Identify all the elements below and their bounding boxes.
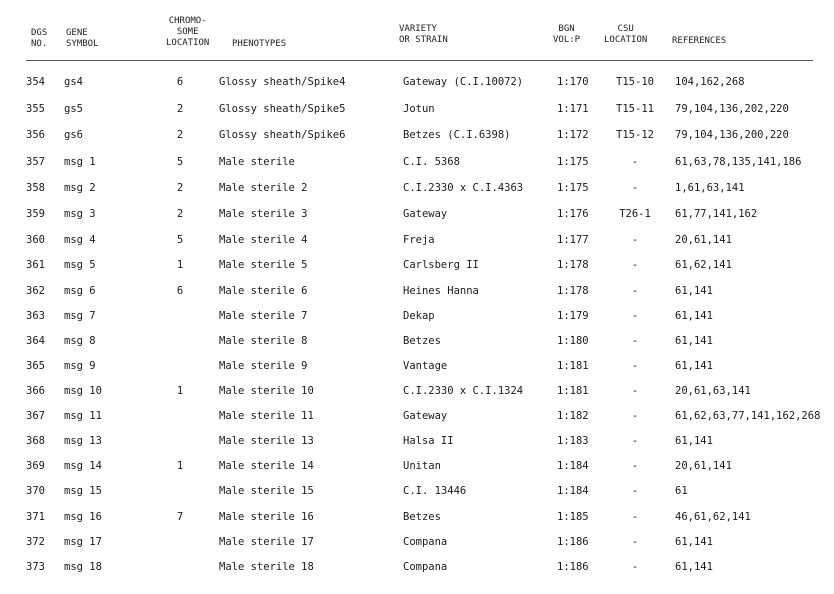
bgn-vol-page-cell: 1:183	[557, 435, 589, 447]
gene-number-cell: 360	[26, 234, 45, 246]
csu-location-cell: -	[631, 460, 639, 472]
references-cell: 79,104,136,200,220	[675, 129, 789, 141]
csu-location-cell: -	[631, 259, 639, 271]
bgn-vol-page-cell: 1:185	[557, 511, 589, 523]
table-row	[0, 284, 834, 298]
references-cell: 61,141	[675, 310, 713, 322]
gene-number-cell: 369	[26, 460, 45, 472]
variety-or-strain-cell: Heines Hanna	[403, 285, 479, 297]
table-row	[0, 128, 834, 142]
bgn-vol-page-cell: 1:186	[557, 536, 589, 548]
variety-or-strain-cell: Compana	[403, 561, 448, 573]
gene-symbol-cell: msg 8	[64, 335, 96, 347]
phenotype-cell: Glossy sheath/Spike5	[219, 103, 346, 115]
variety-or-strain-cell: Carlsberg II	[403, 259, 479, 271]
csu-location-cell: T15-11	[616, 103, 654, 115]
references-cell: 61,63,78,135,141,186	[675, 156, 802, 168]
gene-number-cell: 367	[26, 410, 45, 422]
phenotype-cell: Glossy sheath/Spike6	[219, 129, 346, 141]
references-cell: 61,141	[675, 335, 713, 347]
gene-symbol-cell: msg 6	[64, 285, 96, 297]
bgn-vol-page-cell: 1:175	[557, 182, 589, 194]
gene-number-cell: 358	[26, 182, 45, 194]
table-row	[0, 309, 834, 323]
gene-number-cell: 361	[26, 259, 45, 271]
gene-number-cell: 368	[26, 435, 45, 447]
gene-symbol-cell: msg 7	[64, 310, 96, 322]
gene-symbol-cell: gs6	[64, 129, 83, 141]
references-cell: 1,61,63,141	[675, 182, 745, 194]
references-cell: 61,62,141	[675, 259, 732, 271]
table-row	[0, 535, 834, 549]
references-cell: 104,162,268	[675, 76, 745, 88]
references-cell: 20,61,141	[675, 460, 732, 472]
csu-location-cell: T15-12	[616, 129, 654, 141]
table-header	[0, 0, 834, 60]
gene-number-cell: 359	[26, 208, 45, 220]
phenotype-cell: Male sterile 13	[219, 435, 314, 447]
table-row	[0, 233, 834, 247]
gene-number-cell: 370	[26, 485, 45, 497]
gene-symbol-cell: msg 10	[64, 385, 102, 397]
bgn-vol-page-cell: 1:186	[557, 561, 589, 573]
references-cell: 61,141	[675, 536, 713, 548]
references-cell: 61,141	[675, 435, 713, 447]
phenotype-cell: Male sterile 4	[219, 234, 308, 246]
gene-number-cell: 366	[26, 385, 45, 397]
references-cell: 61,141	[675, 561, 713, 573]
gene-number-cell: 354	[26, 76, 45, 88]
phenotype-cell: Male sterile 9	[219, 360, 308, 372]
phenotype-cell: Male sterile 15	[219, 485, 314, 497]
bgn-vol-page-cell: 1:178	[557, 285, 589, 297]
gene-number-cell: 365	[26, 360, 45, 372]
references-cell: 61,141	[675, 285, 713, 297]
header-bgn-vol-p: BGN VOL:P	[553, 24, 581, 45]
table-row	[0, 409, 834, 423]
gene-symbol-cell: msg 14	[64, 460, 102, 472]
variety-or-strain-cell: C.I.2330 x C.I.1324	[403, 385, 524, 397]
table-row	[0, 102, 834, 116]
variety-or-strain-cell: Gateway (C.I.10072)	[403, 76, 524, 88]
table-row	[0, 510, 834, 524]
chromosome-location-cell: 1	[176, 460, 184, 472]
gene-number-cell: 356	[26, 129, 45, 141]
references-cell: 46,61,62,141	[675, 511, 751, 523]
csu-location-cell: -	[631, 182, 639, 194]
table-row	[0, 334, 834, 348]
variety-or-strain-cell: Jotun	[403, 103, 435, 115]
table-row	[0, 75, 834, 89]
phenotype-cell: Male sterile 3	[219, 208, 308, 220]
csu-location-cell: -	[631, 485, 639, 497]
csu-location-cell: -	[631, 234, 639, 246]
csu-location-cell: -	[631, 561, 639, 573]
header-gene-symbol: GENE SYMBOL	[66, 28, 99, 49]
header-variety-or-strain: VARIETY OR STRAIN	[399, 24, 448, 45]
gene-symbol-cell: msg 5	[64, 259, 96, 271]
gene-symbol-cell: msg 13	[64, 435, 102, 447]
phenotype-cell: Male sterile 18	[219, 561, 314, 573]
phenotype-cell: Male sterile 10	[219, 385, 314, 397]
table-row	[0, 258, 834, 272]
chromosome-location-cell: 7	[176, 511, 184, 523]
variety-or-strain-cell: C.I. 5368	[403, 156, 460, 168]
header-divider	[26, 60, 813, 61]
variety-or-strain-cell: Betzes	[403, 511, 441, 523]
variety-or-strain-cell: Unitan	[403, 460, 441, 472]
chromosome-location-cell: 2	[176, 182, 184, 194]
table-row	[0, 155, 834, 169]
table-row	[0, 484, 834, 498]
variety-or-strain-cell: Betzes	[403, 335, 441, 347]
chromosome-location-cell: 1	[176, 385, 184, 397]
chromosome-location-cell: 2	[176, 103, 184, 115]
gene-symbol-cell: gs4	[64, 76, 83, 88]
references-cell: 61,62,63,77,141,162,268	[675, 410, 821, 422]
header-chromosome-location: CHROMO- SOME LOCATION	[166, 16, 210, 48]
phenotype-cell: Male sterile 5	[219, 259, 308, 271]
chromosome-location-cell: 6	[176, 285, 184, 297]
csu-location-cell: -	[631, 435, 639, 447]
header-references: REFERENCES	[672, 36, 727, 46]
variety-or-strain-cell: Dekap	[403, 310, 435, 322]
gene-number-cell: 363	[26, 310, 45, 322]
table-row	[0, 560, 834, 574]
gene-number-cell: 372	[26, 536, 45, 548]
bgn-vol-page-cell: 1:170	[557, 76, 589, 88]
gene-number-cell: 364	[26, 335, 45, 347]
references-cell: 79,104,136,202,220	[675, 103, 789, 115]
chromosome-location-cell: 2	[176, 129, 184, 141]
gene-symbol-cell: msg 18	[64, 561, 102, 573]
gene-symbol-cell: msg 1	[64, 156, 96, 168]
table-row	[0, 459, 834, 473]
chromosome-location-cell: 5	[176, 234, 184, 246]
csu-location-cell: -	[631, 335, 639, 347]
variety-or-strain-cell: Compana	[403, 536, 448, 548]
phenotype-cell: Male sterile 17	[219, 536, 314, 548]
csu-location-cell: -	[631, 385, 639, 397]
gene-symbol-cell: msg 17	[64, 536, 102, 548]
variety-or-strain-cell: Gateway	[403, 208, 448, 220]
bgn-vol-page-cell: 1:181	[557, 385, 589, 397]
csu-location-cell: -	[631, 285, 639, 297]
bgn-vol-page-cell: 1:179	[557, 310, 589, 322]
csu-location-cell: -	[631, 310, 639, 322]
bgn-vol-page-cell: 1:178	[557, 259, 589, 271]
csu-location-cell: -	[631, 536, 639, 548]
chromosome-location-cell: 1	[176, 259, 184, 271]
gene-number-cell: 371	[26, 511, 45, 523]
gene-symbol-cell: msg 4	[64, 234, 96, 246]
gene-number-cell: 357	[26, 156, 45, 168]
gene-number-cell: 373	[26, 561, 45, 573]
gene-symbol-cell: msg 15	[64, 485, 102, 497]
phenotype-cell: Male sterile 6	[219, 285, 308, 297]
variety-or-strain-cell: C.I. 13446	[403, 485, 467, 497]
csu-location-cell: T15-10	[616, 76, 654, 88]
bgn-vol-page-cell: 1:177	[557, 234, 589, 246]
table-row	[0, 181, 834, 195]
chromosome-location-cell: 2	[176, 208, 184, 220]
gene-symbol-cell: msg 3	[64, 208, 96, 220]
gene-symbol-cell: msg 9	[64, 360, 96, 372]
header-csu-location: CSU LOCATION	[604, 24, 648, 45]
references-cell: 20,61,141	[675, 234, 732, 246]
bgn-vol-page-cell: 1:175	[557, 156, 589, 168]
table-row	[0, 207, 834, 221]
phenotype-cell: Glossy sheath/Spike4	[219, 76, 346, 88]
bgn-vol-page-cell: 1:176	[557, 208, 589, 220]
gene-number-cell: 355	[26, 103, 45, 115]
references-cell: 20,61,63,141	[675, 385, 751, 397]
table-row	[0, 359, 834, 373]
bgn-vol-page-cell: 1:182	[557, 410, 589, 422]
table-row	[0, 434, 834, 448]
csu-location-cell: -	[631, 156, 639, 168]
phenotype-cell: Male sterile 7	[219, 310, 308, 322]
gene-symbol-cell: gs5	[64, 103, 83, 115]
gene-symbol-cell: msg 16	[64, 511, 102, 523]
references-cell: 61,141	[675, 360, 713, 372]
csu-location-cell: T26-1	[619, 208, 651, 220]
variety-or-strain-cell: Halsa II	[403, 435, 454, 447]
phenotype-cell: Male sterile 11	[219, 410, 314, 422]
header-dgs-no: DGS NO.	[31, 28, 48, 49]
phenotype-cell: Male sterile 14	[219, 460, 314, 472]
csu-location-cell: -	[631, 511, 639, 523]
chromosome-location-cell: 6	[176, 76, 184, 88]
header-phenotypes: PHENOTYPES	[232, 39, 287, 49]
chromosome-location-cell: 5	[176, 156, 184, 168]
references-cell: 61,77,141,162	[675, 208, 758, 220]
variety-or-strain-cell: Betzes (C.I.6398)	[403, 129, 511, 141]
gene-number-cell: 362	[26, 285, 45, 297]
bgn-vol-page-cell: 1:184	[557, 460, 589, 472]
variety-or-strain-cell: C.I.2330 x C.I.4363	[403, 182, 524, 194]
csu-location-cell: -	[631, 410, 639, 422]
bgn-vol-page-cell: 1:171	[557, 103, 589, 115]
bgn-vol-page-cell: 1:180	[557, 335, 589, 347]
references-cell: 61	[675, 485, 688, 497]
phenotype-cell: Male sterile 2	[219, 182, 308, 194]
bgn-vol-page-cell: 1:184	[557, 485, 589, 497]
phenotype-cell: Male sterile 16	[219, 511, 314, 523]
phenotype-cell: Male sterile	[219, 156, 295, 168]
csu-location-cell: -	[631, 360, 639, 372]
variety-or-strain-cell: Gateway	[403, 410, 448, 422]
bgn-vol-page-cell: 1:172	[557, 129, 589, 141]
variety-or-strain-cell: Vantage	[403, 360, 448, 372]
gene-symbol-cell: msg 11	[64, 410, 102, 422]
phenotype-cell: Male sterile 8	[219, 335, 308, 347]
gene-symbol-cell: msg 2	[64, 182, 96, 194]
bgn-vol-page-cell: 1:181	[557, 360, 589, 372]
variety-or-strain-cell: Freja	[403, 234, 435, 246]
table-row	[0, 384, 834, 398]
